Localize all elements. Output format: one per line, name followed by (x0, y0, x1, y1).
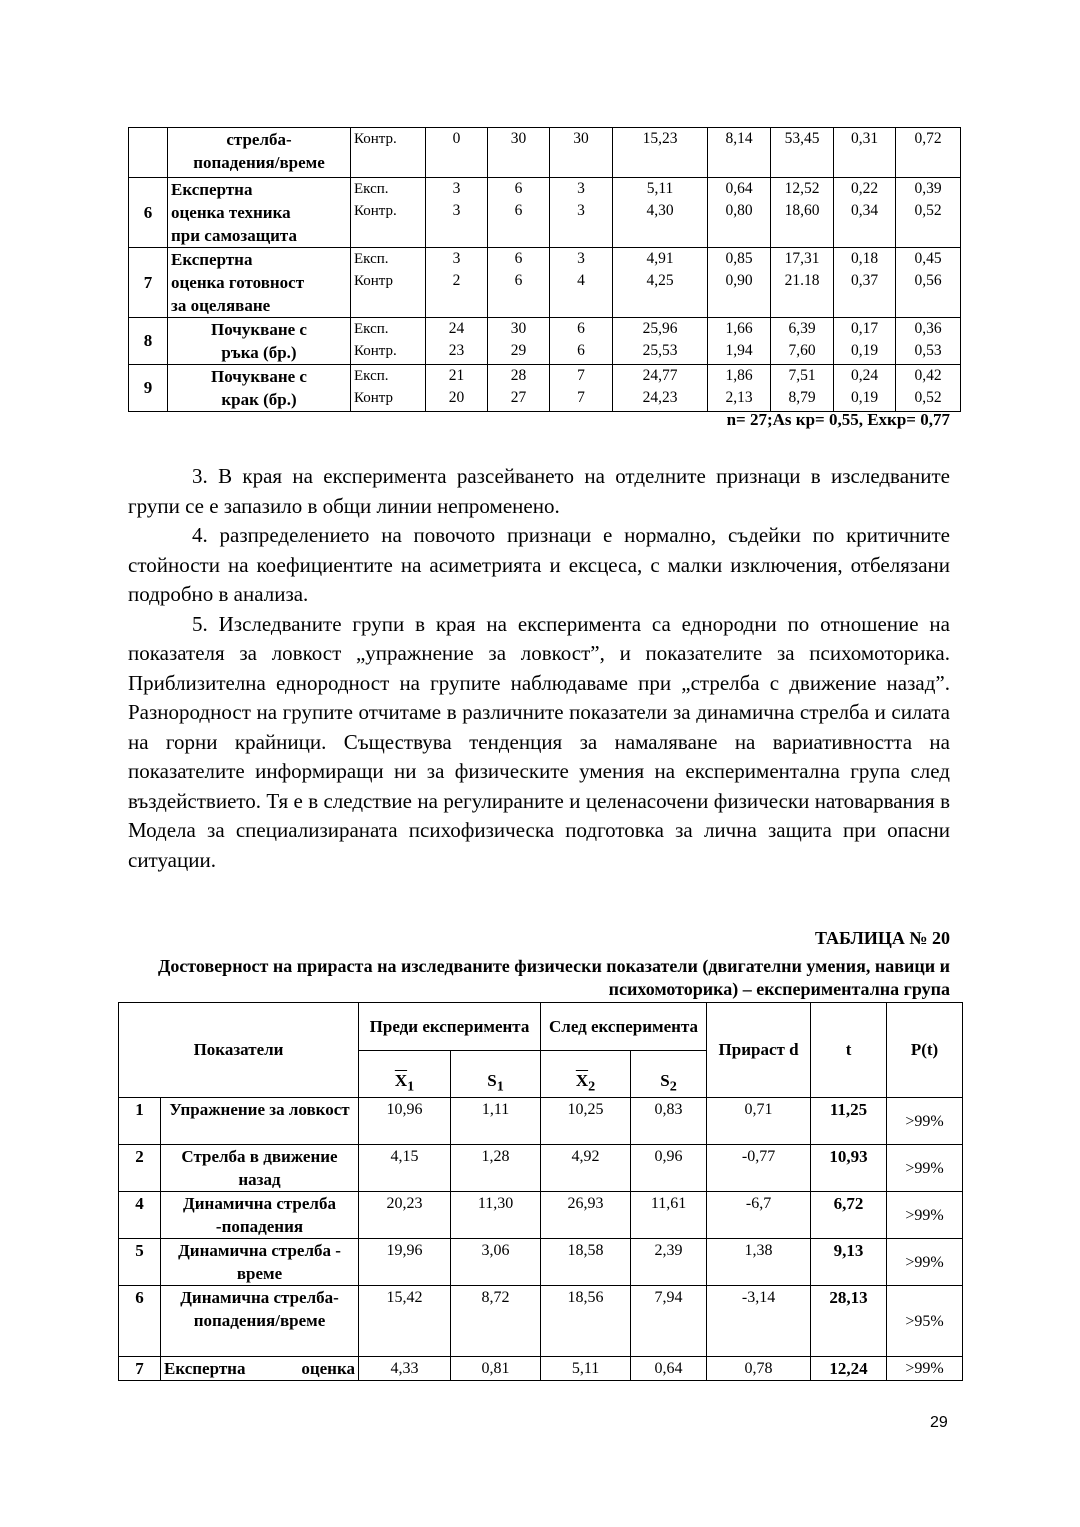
body-text (128, 462, 950, 875)
row-number: 8 (129, 318, 168, 365)
value-cell: 17,31 21.18 (771, 248, 834, 318)
x1-cell: 19,96 (359, 1239, 451, 1286)
value-cell: 5,11 4,30 (613, 178, 708, 248)
row-number: 7 (119, 1357, 161, 1381)
x2-cell: 18,58 (541, 1239, 631, 1286)
s2-cell: 2,39 (631, 1239, 707, 1286)
table-row (119, 1145, 963, 1192)
x2-cell: 4,92 (541, 1145, 631, 1192)
header-after: След експеримента (541, 1003, 707, 1051)
header-x1: $\overline{X}_1$ (359, 1051, 451, 1098)
gain-cell: -0,77 (707, 1145, 811, 1192)
table-label: ТАБЛИЦА № 20 (814, 928, 950, 948)
value-cell: 0,17 0,19 (834, 318, 896, 365)
value-cell: 0,42 0,52 (896, 365, 961, 412)
indicator-name: Почукване с ръка (бр.) (168, 318, 351, 365)
value-cell: 0,36 0,53 (896, 318, 961, 365)
header-gain: Прираст d (707, 1003, 811, 1098)
value-cell: 0,45 0,56 (896, 248, 961, 318)
value-cell: 0,18 0,37 (834, 248, 896, 318)
header-s1: $S_1$ (451, 1051, 541, 1098)
table-row (129, 178, 961, 248)
value-cell: 1,86 2,13 (708, 365, 771, 412)
table-footnote: n= 27;As кр= 0,55, Exкр= 0,77 (726, 410, 950, 429)
value-cell: 0,22 0,34 (834, 178, 896, 248)
table-row (119, 1192, 963, 1239)
value-cell: 6,39 7,60 (771, 318, 834, 365)
indicator-name: стрелба- попадения/време (168, 128, 351, 178)
group-labels: Експ. Контр. (351, 178, 426, 248)
value-cell: 6 6 (550, 318, 613, 365)
x1-cell: 4,33 (359, 1357, 451, 1381)
row-number: 9 (129, 365, 168, 412)
indicator-name: Експертна оценка готовност за оцеляване (168, 248, 351, 318)
value-cell: 0,72 (896, 128, 961, 178)
table-row (119, 1098, 963, 1145)
results-table-continued (128, 127, 961, 412)
value-cell: 7 7 (550, 365, 613, 412)
value-cell: 0,85 0,90 (708, 248, 771, 318)
table-row (119, 1239, 963, 1286)
s1-cell: 8,72 (451, 1286, 541, 1357)
row-number: 6 (119, 1286, 161, 1357)
row-number: 5 (119, 1239, 161, 1286)
value-cell: 24 23 (426, 318, 488, 365)
table-row (129, 318, 961, 365)
header-p: P(t) (887, 1003, 963, 1098)
paragraph: 3. В края на експеримента разсейването на отделните признаци в изследваните групи се е запазило в общи линии непроменено. (128, 464, 950, 518)
gain-cell: 0,71 (707, 1098, 811, 1145)
header-before: Преди експеримента (359, 1003, 541, 1051)
indicator-name: Динамична стрелба-попадения/време (161, 1286, 359, 1357)
p-cell: >99% (887, 1239, 963, 1286)
value-cell: 28 27 (488, 365, 550, 412)
s1-cell: 3,06 (451, 1239, 541, 1286)
value-cell: 7,51 8,79 (771, 365, 834, 412)
indicator-name: Експертна оценка техника при самозащита (168, 178, 351, 248)
table-title: Достоверност на прираста на изследваните физически показатели (двигателни умения, навици и психомоторика) – експериментална група (157, 956, 950, 999)
value-cell: 0,31 (834, 128, 896, 178)
header-t: t (811, 1003, 887, 1098)
value-cell: 24,77 24,23 (613, 365, 708, 412)
value-cell: 21 20 (426, 365, 488, 412)
s2-cell: 0,96 (631, 1145, 707, 1192)
table-row (129, 128, 961, 178)
x2-cell: 26,93 (541, 1192, 631, 1239)
group-labels: Експ. Контр (351, 248, 426, 318)
paragraph: 5. Изследваните групи в края на експеримента са еднородни по отношение на показателя за ловкост „упражнение за ловкост”, и показателите за психомоторика. Приблизителна еднородност на групите наблюдаваме при „стрелба с движение назад”. Разнородност на групите отчитаме в различните показатели за динамична стрелба и силата на горни крайници. Съществува тенденция за намаляване на вариативността на показателите информиращи ни за физическите умения на експериментална група след въздействието. Тя е в следствие на регулираните и целенасочени физически натоварвания в Модела за специализираната психофизическа подготовка за лична защита при опасни ситуации. (128, 611, 950, 872)
indicator-name: Почукване с крак (бр.) (168, 365, 351, 412)
value-cell: 15,23 (613, 128, 708, 178)
value-cell: 30 29 (488, 318, 550, 365)
group-labels: Контр. (351, 128, 426, 178)
s1-cell: 1,11 (451, 1098, 541, 1145)
value-cell: 0 (426, 128, 488, 178)
x1-cell: 4,15 (359, 1145, 451, 1192)
value-cell: 30 (488, 128, 550, 178)
x1-cell: 10,96 (359, 1098, 451, 1145)
gain-cell: -3,14 (707, 1286, 811, 1357)
p-cell: >99% (887, 1357, 963, 1381)
t-cell: 28,13 (811, 1286, 887, 1357)
x2-cell: 5,11 (541, 1357, 631, 1381)
t-cell: 12,24 (811, 1357, 887, 1381)
value-cell: 3 3 (550, 178, 613, 248)
indicator-name: Стрелба в движение назад (161, 1145, 359, 1192)
header-x2: $\overline{X}_2$ (541, 1051, 631, 1098)
t-cell: 6,72 (811, 1192, 887, 1239)
value-cell: 6 6 (488, 178, 550, 248)
x2-cell: 10,25 (541, 1098, 631, 1145)
t-cell: 10,93 (811, 1145, 887, 1192)
group-labels: Експ. Контр. (351, 318, 426, 365)
table-row (119, 1286, 963, 1357)
gain-cell: 0,78 (707, 1357, 811, 1381)
indicator-name: Експертна оценка (161, 1357, 359, 1381)
gain-cell: 1,38 (707, 1239, 811, 1286)
group-labels: Експ. Контр (351, 365, 426, 412)
header-s2: $S_2$ (631, 1051, 707, 1098)
s2-cell: 0,64 (631, 1357, 707, 1381)
x1-cell: 20,23 (359, 1192, 451, 1239)
indicator-name: Динамична стрелба - време (161, 1239, 359, 1286)
value-cell: 3 4 (550, 248, 613, 318)
s2-cell: 0,83 (631, 1098, 707, 1145)
table-row (129, 248, 961, 318)
value-cell: 1,66 1,94 (708, 318, 771, 365)
p-cell: >99% (887, 1145, 963, 1192)
page-number: 29 (930, 1414, 948, 1431)
table-20 (118, 1002, 963, 1381)
p-cell: >99% (887, 1192, 963, 1239)
gain-cell: -6,7 (707, 1192, 811, 1239)
table-row (129, 365, 961, 412)
value-cell: 3 2 (426, 248, 488, 318)
value-cell: 0,24 0,19 (834, 365, 896, 412)
header-indicators: Показатели (119, 1003, 359, 1098)
value-cell: 53,45 (771, 128, 834, 178)
s2-cell: 11,61 (631, 1192, 707, 1239)
value-cell: 25,96 25,53 (613, 318, 708, 365)
x2-cell: 18,56 (541, 1286, 631, 1357)
s2-cell: 7,94 (631, 1286, 707, 1357)
row-number: 4 (119, 1192, 161, 1239)
value-cell: 0,39 0,52 (896, 178, 961, 248)
value-cell: 3 3 (426, 178, 488, 248)
s1-cell: 11,30 (451, 1192, 541, 1239)
s1-cell: 1,28 (451, 1145, 541, 1192)
value-cell: 0,64 0,80 (708, 178, 771, 248)
indicator-name: Упражнение за ловкост (161, 1098, 359, 1145)
row-number: 6 (129, 178, 168, 248)
row-number: 7 (129, 248, 168, 318)
row-number: 2 (119, 1145, 161, 1192)
paragraph: 4. разпределението на повочото признаци е нормално, съдейки по критичните стойности на коефициентите на асиметрията и ексцеса, с малки изключения, отбелязани подробно в анализа. (128, 523, 950, 606)
row-number (129, 128, 168, 178)
x1-cell: 15,42 (359, 1286, 451, 1357)
s1-cell: 0,81 (451, 1357, 541, 1381)
value-cell: 12,52 18,60 (771, 178, 834, 248)
value-cell: 6 6 (488, 248, 550, 318)
row-number: 1 (119, 1098, 161, 1145)
t-cell: 9,13 (811, 1239, 887, 1286)
p-cell: >95% (887, 1286, 963, 1357)
value-cell: 8,14 (708, 128, 771, 178)
p-cell: >99% (887, 1098, 963, 1145)
value-cell: 4,91 4,25 (613, 248, 708, 318)
table-row (119, 1357, 963, 1381)
indicator-name: Динамична стрелба -попадения (161, 1192, 359, 1239)
t-cell: 11,25 (811, 1098, 887, 1145)
value-cell: 30 (550, 128, 613, 178)
